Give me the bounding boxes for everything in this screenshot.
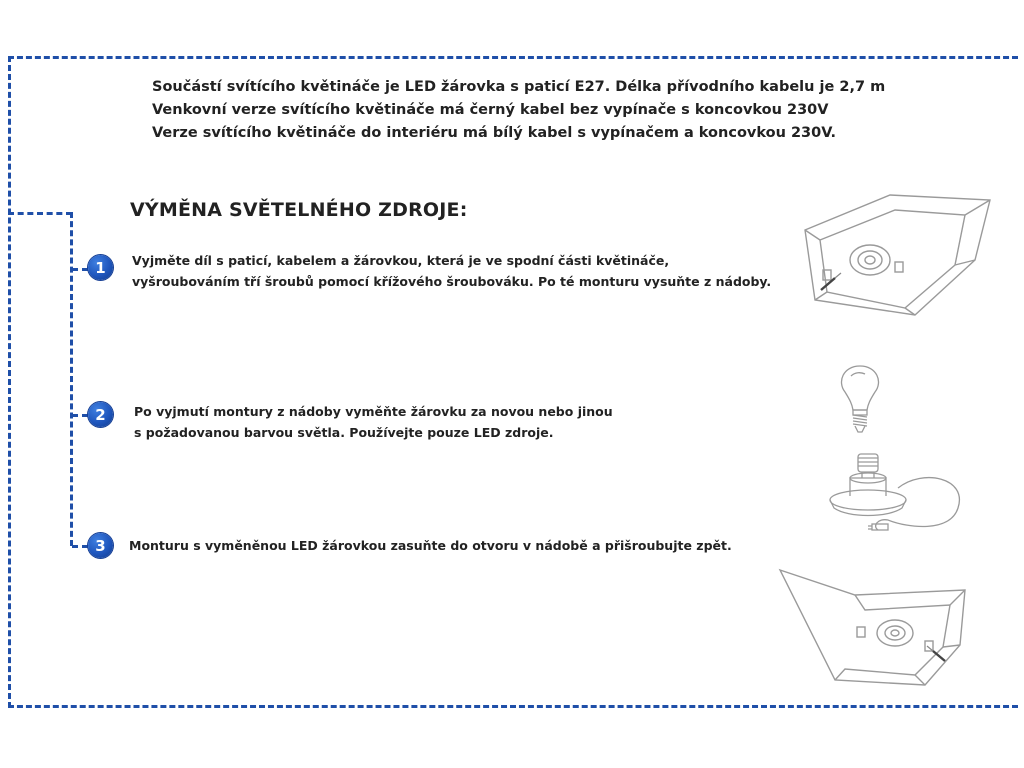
branch-connector-vertical [70, 212, 73, 546]
intro-line-1: Součástí svítícího květináče je LED žárovka s paticí E27. Délka přívodního kabelu je 2,7 m [152, 79, 886, 95]
step-3-connector [72, 545, 88, 548]
step-3-text [129, 535, 732, 556]
frame-left-border [8, 56, 11, 708]
intro-line-2: Venkovní verze svítícího květináče má černý kabel bez vypínače s koncovkou 230V [152, 102, 829, 118]
frame-top-border [8, 56, 1018, 59]
step-2-text [134, 401, 613, 443]
step-1-badge: 1 [88, 255, 113, 280]
step-2-badge: 2 [88, 402, 113, 427]
step-1-text [132, 250, 771, 292]
intro-text [152, 76, 972, 145]
branch-connector-horizontal [8, 212, 72, 215]
step-2-line-1: Po vyjmutí montury z nádoby vyměňte žárovku za novou nebo jinou [134, 404, 613, 419]
step-3-badge: 3 [88, 533, 113, 558]
step-1-line-1: Vyjměte díl s paticí, kabelem a žárovkou, která je ve spodní části květináče, [132, 253, 670, 268]
pot-reassembly-sketch-icon [775, 565, 975, 690]
pot-bottom-sketch-icon [795, 190, 995, 320]
socket-cable-sketch-icon [828, 448, 968, 538]
step-2-line-2: s požadovanou barvou světla. Používejte pouze LED zdroje. [134, 425, 554, 440]
step-2-connector [72, 414, 88, 417]
step-1-connector [72, 268, 88, 271]
frame-bottom-border [8, 705, 1018, 708]
intro-line-3: Verze svítícího květináče do interiéru má bílý kabel s vypínačem a koncovkou 230V. [152, 125, 837, 141]
led-bulb-sketch-icon [835, 362, 885, 434]
step-1-line-2: vyšroubováním tří šroubů pomocí křížového šroubováku. Po té monturu vysuňte z nádoby. [132, 274, 772, 289]
step-3-line-1: Monturu s vyměněnou LED žárovkou zasuňte do otvoru v nádobě a přišroubujte zpět. [129, 538, 732, 553]
section-heading: VÝMĚNA SVĚTELNÉHO ZDROJE: [130, 199, 468, 221]
